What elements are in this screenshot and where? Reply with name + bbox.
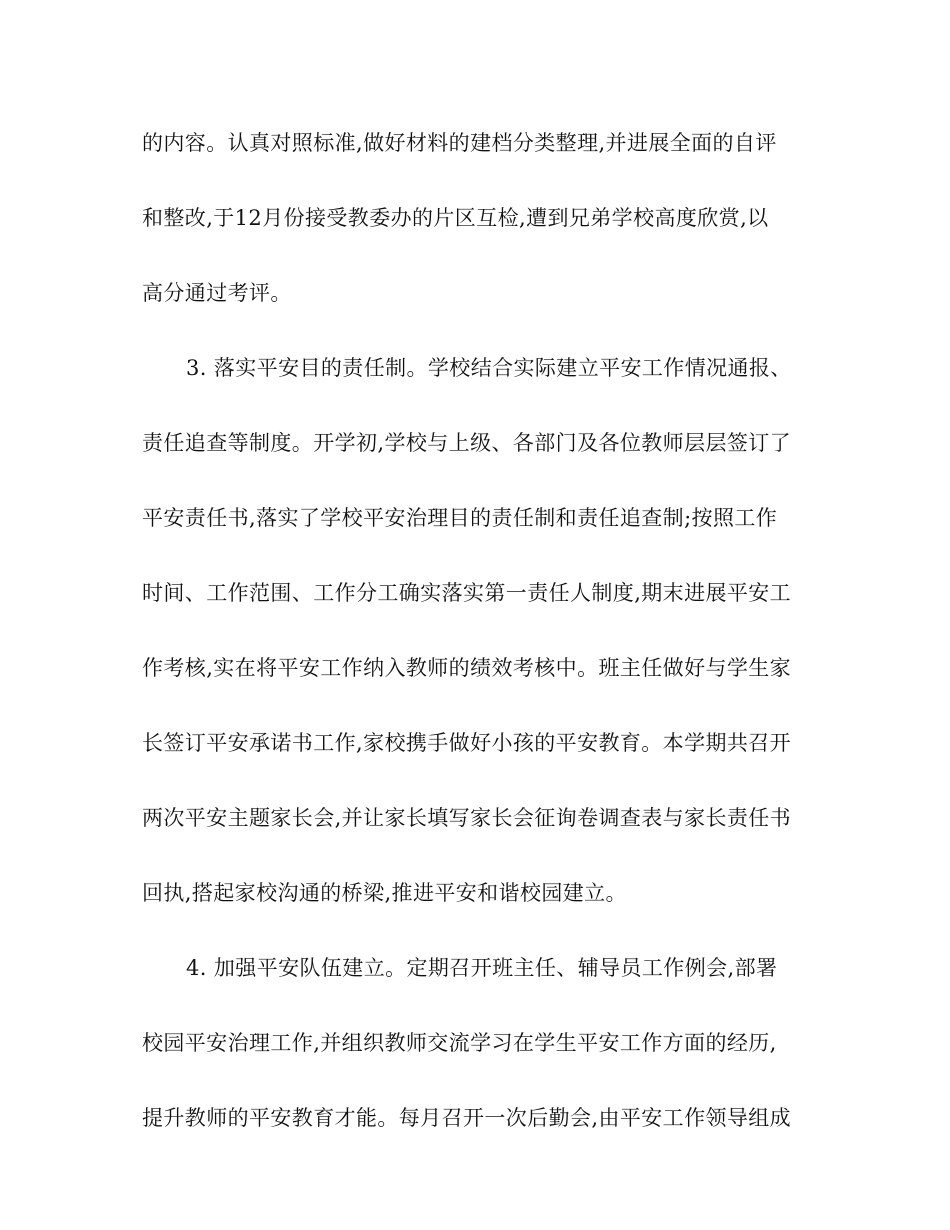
text-line-8: 作考核,实在将平安工作纳入教师的绩效考核中。班主任做好与学生家 (142, 656, 792, 680)
text-line-9: 长签订平安承诺书工作,家校携手做好小孩的平安教育。本学期共召开 (142, 731, 792, 755)
text-line-13: 校园平安治理工作,并组织教师交流学习在学生平安工作方面的经历, (142, 1031, 777, 1055)
text-line-5: 责任追查等制度。开学初,学校与上级、各部门及各位教师层层签订了 (142, 431, 792, 455)
text-line-2: 和整改,于12月份接受教委办的片区互检,遭到兄弟学校高度欣赏,以 (142, 206, 769, 230)
text-line-1: 的内容。认真对照标准,做好材料的建档分类整理,并进展全面的自评 (142, 131, 777, 155)
text-line-6: 平安责任书,落实了学校平安治理目的责任制和责任追查制;按照工作 (142, 506, 778, 530)
text-line-4: 3. 落实平安目的责任制。学校结合实际建立平安工作情况通报、 (186, 356, 792, 380)
text-line-11: 回执,搭起家校沟通的桥梁,推进平安和谐校园建立。 (142, 881, 627, 905)
text-line-14: 提升教师的平安教育才能。每月召开一次后勤会,由平安工作领导组成 (142, 1106, 792, 1130)
text-line-7: 时间、工作范围、工作分工确实落实第一责任人制度,期末进展平安工 (142, 581, 792, 605)
text-line-3: 高分通过考评。 (142, 281, 292, 305)
text-line-10: 两次平安主题家长会,并让家长填写家长会征询卷调查表与家长责任书 (142, 806, 792, 830)
text-line-12: 4. 加强平安队伍建立。定期召开班主任、辅导员工作例会,部署 (186, 956, 778, 980)
